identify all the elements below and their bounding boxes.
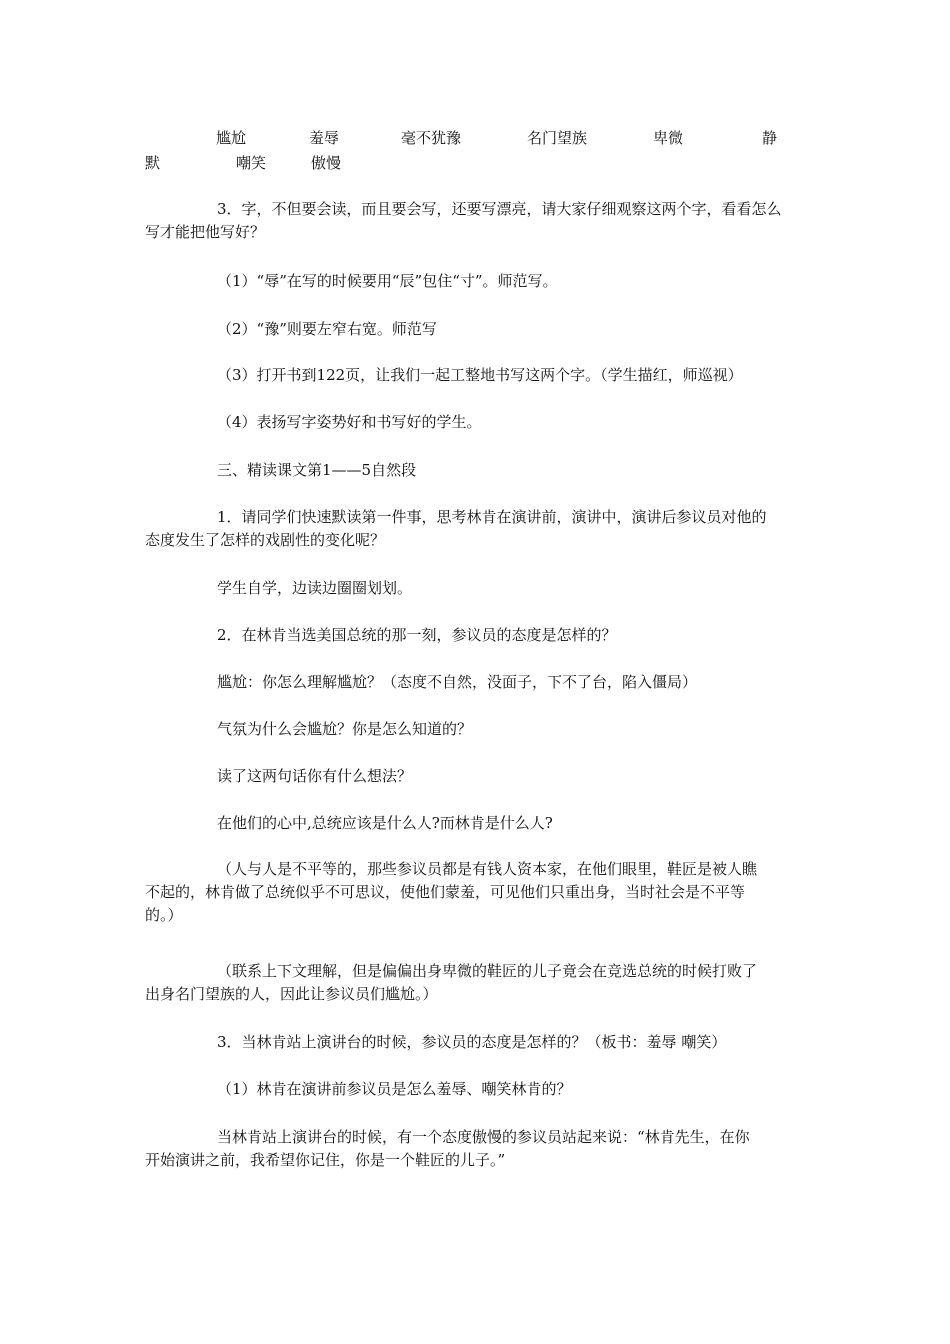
- text-line: 当林肯站上演讲台的时候，有一个态度傲慢的参议员站起来说：“林肯先生，在你: [217, 1128, 750, 1146]
- vocab-word: 默: [145, 154, 161, 172]
- vocab-word: 傲慢: [311, 154, 342, 172]
- text-line: （2）“豫”则要左窄右宽。师范写: [217, 320, 437, 338]
- section-heading: [145, 459, 810, 482]
- text-line: 3．字，不但要会读，而且要会写，还要写漂亮，请大家仔细观察这两个字，看看怎么: [217, 200, 782, 218]
- text-line: （4）表扬写字姿势好和书写好的学生。: [217, 413, 482, 431]
- paragraph: [145, 765, 810, 788]
- text-line: 在他们的心中,总统应该是什么人?而林肯是什么人?: [217, 814, 553, 832]
- paragraph: [145, 624, 810, 647]
- paragraph: [145, 812, 810, 835]
- text-line: 写才能把他写好？: [145, 223, 266, 241]
- text-line: （1）林肯在演讲前参议员是怎么羞辱、嘲笑林肯的？: [217, 1080, 572, 1098]
- vocab-word: 尴尬: [216, 129, 247, 147]
- paragraph: [145, 198, 810, 244]
- text-line: 读了这两句话你有什么想法？: [217, 767, 413, 785]
- paragraph: [145, 858, 810, 927]
- text-line: 气氛为什么会尴尬？你是怎么知道的？: [217, 720, 473, 738]
- paragraph: [145, 577, 810, 600]
- text-line: （3）打开书到122页，让我们一起工整地书写这两个字。（学生描红，师巡视）: [217, 366, 743, 384]
- paragraph: [145, 960, 810, 1006]
- paragraph: [145, 318, 810, 341]
- paragraph: [145, 1126, 810, 1172]
- text-line: 2．在林肯当选美国总统的那一刻，参议员的态度是怎样的？: [217, 626, 617, 644]
- paragraph: [145, 364, 810, 387]
- vocab-word: 毫不犹豫: [401, 129, 462, 147]
- text-line: （人与人是不平等的，那些参议员都是有钱人资本家，在他们眼里，鞋匠是被人瞧: [217, 860, 758, 878]
- paragraph: [145, 718, 810, 741]
- text-line: 3．当林肯站上演讲台的时候，参议员的态度是怎样的？（板书：羞辱 嘲笑）: [217, 1033, 727, 1051]
- paragraph: [145, 411, 810, 434]
- paragraph: [145, 270, 810, 293]
- text-line: 学生自学，边读边圈圈划划。: [217, 579, 413, 597]
- text-line: 开始演讲之前，我希望你记住，你是一个鞋匠的儿子。”: [145, 1151, 506, 1169]
- text-line: 的。）: [145, 906, 183, 924]
- text-line: 1．请同学们快速默读第一件事，思考林肯在演讲前，演讲中，演讲后参议员对他的: [217, 508, 767, 526]
- paragraph: [145, 1078, 810, 1101]
- text-line: （联系上下文理解，但是偏偏出身卑微的鞋匠的儿子竟会在竞选总统的时候打败了: [217, 962, 758, 980]
- vocab-word: 羞辱: [309, 129, 340, 147]
- paragraph: [145, 506, 810, 552]
- vocab-word: 卑微: [653, 129, 684, 147]
- text-line: 出身名门望族的人，因此让参议员们尴尬。）: [145, 985, 438, 1003]
- paragraph: [145, 671, 810, 694]
- text-line: 尴尬：你怎么理解尴尬？（态度不自然，没面子，下不了台，陷入僵局）: [217, 673, 698, 691]
- text-line: 态度发生了怎样的戏剧性的变化呢？: [145, 531, 386, 549]
- paragraph: [145, 1031, 810, 1054]
- vocab-word: 静: [762, 129, 778, 147]
- text-line: 三、精读课文第1——5自然段: [217, 461, 417, 479]
- text-line: 不起的，林肯做了总统似乎不可思议，使他们蒙羞，可见他们只重出身，当时社会是不平等: [145, 883, 746, 901]
- vocab-word: 名门望族: [527, 129, 588, 147]
- text-line: （1）“辱”在写的时候要用“辰”包住“寸”。师范写。: [217, 272, 558, 290]
- vocab-word: 嘲笑: [236, 154, 267, 172]
